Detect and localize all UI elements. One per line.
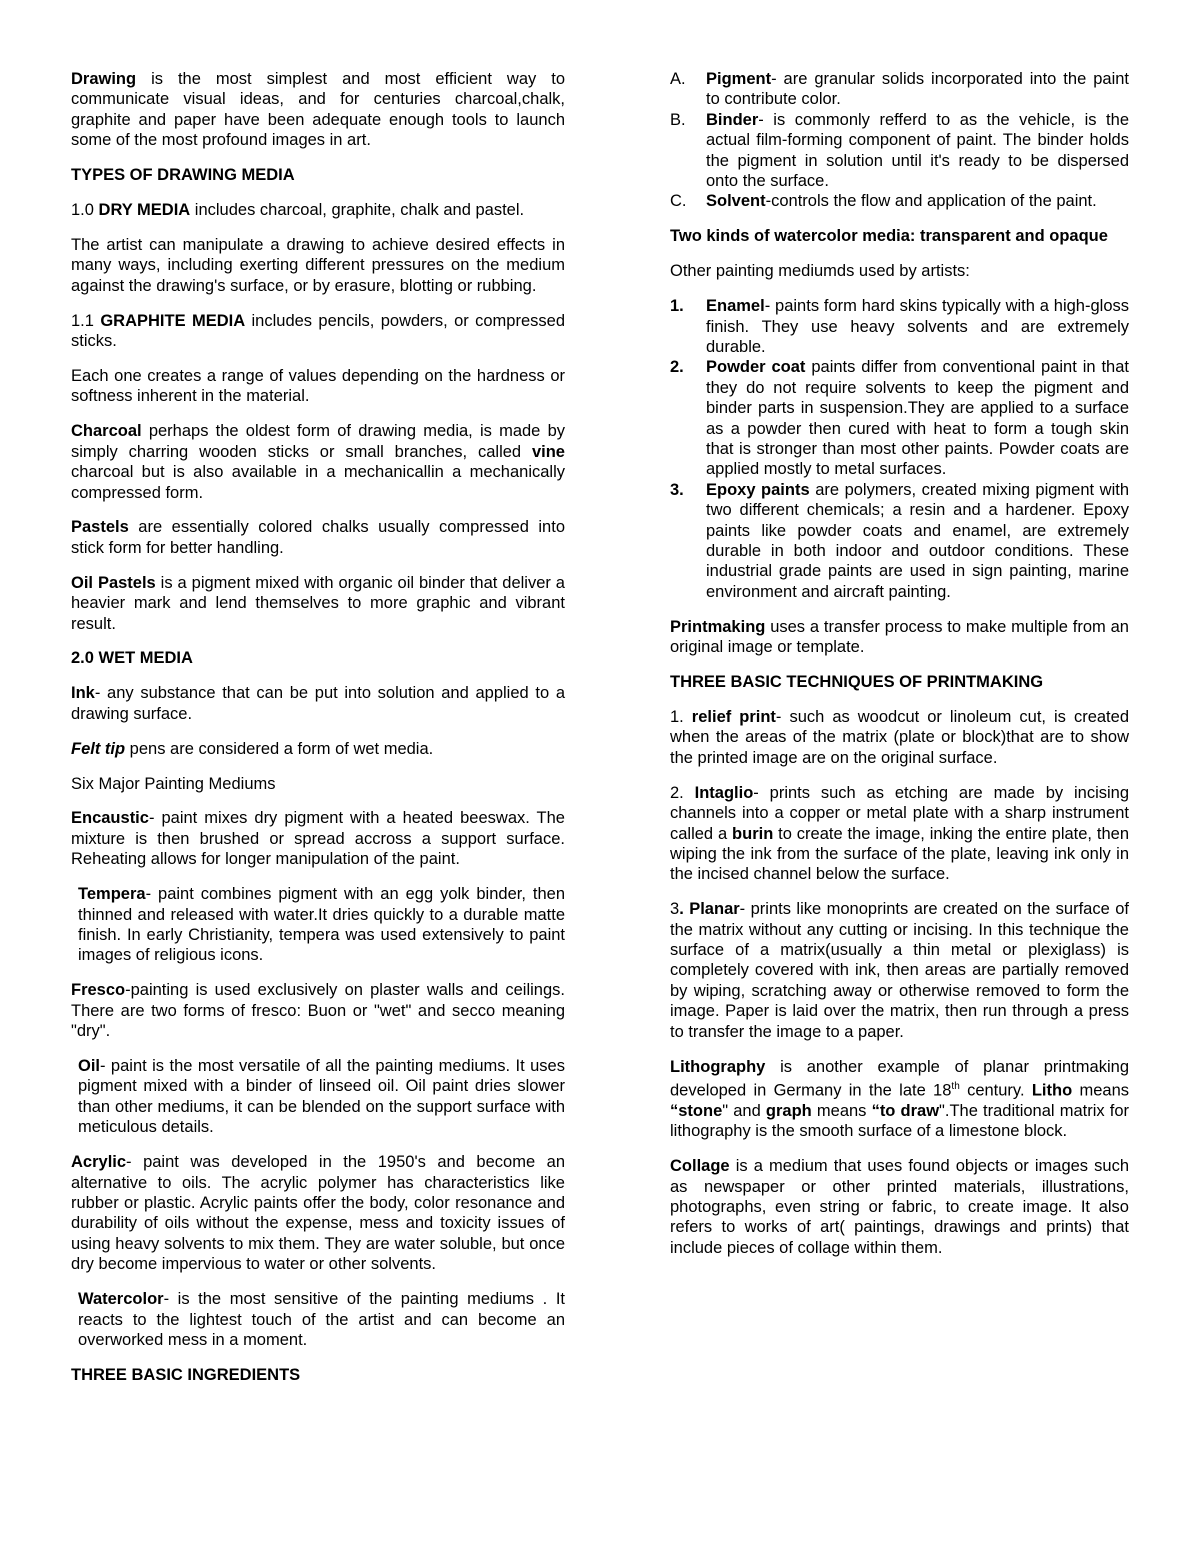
litho-text-3: means <box>1072 1081 1130 1100</box>
collage-text: is a medium that uses found objects or images such as newspaper or other printed materials, illustrations, photographs, even string or fabric, to create image. It also refers to works of art( paintings, drawings and prints) that include pieces of collage within them. <box>670 1157 1129 1257</box>
ink-term: Ink <box>71 684 95 703</box>
list-item <box>670 357 1129 479</box>
ingredients-heading: THREE BASIC INGREDIENTS <box>71 1365 301 1384</box>
drawing-paragraph <box>71 69 565 151</box>
ingredient-term: Binder <box>706 110 759 129</box>
to-draw-word: “to draw <box>871 1101 940 1120</box>
ingredient-text: -controls the flow and application of the paint. <box>765 192 1097 211</box>
intaglio-paragraph <box>670 783 1129 885</box>
list-item <box>670 69 1129 110</box>
ingredient-term: Pigment <box>706 70 772 88</box>
litho-text-5: means <box>811 1101 872 1120</box>
planar-text: - prints like monoprints are created on the surface of the matrix without any cutting or incising. In this technique the surface of a matrix(usually a thin metal or plexiglass) is completely covered with ink, then areas are partially removed by wiping, scratching away or otherwise removed to form the image. Paper is laid over the matrix, then run through a press to transfer the image to a paper. <box>670 900 1129 1041</box>
lithography-paragraph <box>670 1057 1129 1142</box>
ingredient-text: - is commonly refferd to as the vehicle, is the actual film-forming component of paint. The binder holds the pigment in solution until it's ready to be dispersed onto the surface. <box>706 110 1129 191</box>
right-column <box>670 69 1129 1273</box>
oil-pastels-paragraph <box>71 573 565 634</box>
other-mediums-intro: Other painting mediumds used by artists: <box>670 262 970 281</box>
relief-term: relief print <box>691 707 776 726</box>
list-marker: 3. <box>670 480 684 499</box>
pastels-paragraph <box>71 517 565 558</box>
watercolor-term: Watercolor <box>78 1290 164 1309</box>
charcoal-paragraph <box>71 421 565 503</box>
oil-text: - paint is the most versatile of all the painting mediums. It uses pigment mixed with a binder of linseed oil. Oil paint dries slower than other mediums, it can be blended on the support surface with meticulous details. <box>78 1057 565 1137</box>
watercolor-text: - is the most sensitive of the painting mediums . It reacts to the lightest touch of the artist and can become an overworked mess in a moment. <box>78 1290 565 1349</box>
ingredient-text: - are granular solids incorporated into the paint to contribute color. <box>706 70 1129 109</box>
watercolor-kinds-heading: Two kinds of watercolor media: transparent and opaque <box>670 227 1108 246</box>
felt-tip-text: pens are considered a form of wet media. <box>125 739 434 758</box>
drawing-text: is the most simplest and most efficient way to communicate visual ideas, and for centuries charcoal,chalk, graphite and paper have been adequate enough tools to launch some of the most profound images in art. <box>71 70 565 150</box>
list-item <box>670 191 1129 211</box>
acrylic-paragraph <box>71 1152 565 1274</box>
charcoal-text: perhaps the oldest form of drawing media, is made by simply charring wooden sticks or small branches, called <box>71 422 565 461</box>
planar-paragraph <box>670 899 1129 1042</box>
litho-sup: th <box>951 1080 960 1092</box>
medium-text: are polymers, created mixing pigment with two different chemicals; a resin and a hardener. Epoxy paints like powder coats and enamel, are extremely durable in both indoor and outdoor conditions. These industrial grade paints are used in sign painting, marine environment and aircraft painting. <box>706 480 1129 601</box>
dry-num: 1.0 <box>71 201 99 220</box>
graphite-paragraph <box>71 311 565 352</box>
wet-media-heading: 2.0 WET MEDIA <box>71 649 193 668</box>
left-column <box>71 69 565 1400</box>
manipulate-paragraph: The artist can manipulate a drawing to achieve desired effects in many ways, including exerting different pressures on the medium against the drawing's surface, or by erasure, blotting or rubbing. <box>71 235 565 295</box>
tempera-text: - paint combines pigment with an egg yolk binder, then thinned and released with water.It dries quickly to a durable matte finish. In early Christianity, tempera was used extensively to paint images of religious icons. <box>78 885 565 965</box>
medium-text: - paints form hard skins typically with a high-gloss finish. They use heavy solvents and are extremely durable. <box>706 297 1129 356</box>
medium-text: paints differ from conventional paint in that they do not require solvents to keep the pigment and binder parts in suspension.They are applied to a surface as a powder then cured with heat to form a tough skin that is stronger than most other paints. Powder coats are applied mostly to metal surfaces. <box>706 358 1129 479</box>
vine-term: vine <box>531 442 565 461</box>
list-item <box>670 110 1129 192</box>
list-marker: A. <box>670 70 686 88</box>
acrylic-text: - paint was developed in the 1950's and become an alternative to oils. The acrylic polymer has characteristics like rubber or plastic. Acrylic paints offer the body, color resonance and durability of oils without the expense, mess and toxicity issues of using heavy solvents to mix them. They are water soluble, but once dry become impervious to water or other solvents. <box>71 1153 565 1274</box>
graphite-num: 1.1 <box>71 311 101 330</box>
ink-text: - any substance that can be put into solution and applied to a drawing surface. <box>71 684 565 723</box>
printmaking-term: Printmaking <box>670 617 766 636</box>
ingredients-list <box>670 69 1129 212</box>
techniques-heading: THREE BASIC TECHNIQUES OF PRINTMAKING <box>670 673 1044 692</box>
litho-word: Litho <box>1031 1081 1073 1100</box>
planar-num: 3 <box>670 900 680 919</box>
dry-media-paragraph <box>71 200 565 220</box>
litho-text-6: ".The traditional matrix for lithography is the smooth surface of a limestone block. <box>670 1101 1130 1141</box>
planar-term: . Planar <box>679 900 740 919</box>
stone-word: “stone <box>670 1101 723 1120</box>
oil-pastels-term: Oil Pastels <box>71 573 156 592</box>
felt-tip-term: Felt tip <box>71 739 126 758</box>
list-item <box>670 480 1129 602</box>
pastels-text: are essentially colored chalks usually compressed into stick form for better handling. <box>71 518 565 557</box>
fresco-paragraph <box>71 980 565 1041</box>
dry-term: DRY MEDIA <box>98 201 191 220</box>
litho-text-2: century. <box>959 1081 1032 1100</box>
oil-paragraph <box>71 1056 565 1138</box>
printmaking-text: uses a transfer process to make multiple from an original image or template. <box>670 617 1129 657</box>
drawing-term: Drawing <box>71 70 137 88</box>
watercolor-paragraph <box>71 1289 565 1350</box>
dry-text: includes charcoal, graphite, chalk and pastel. <box>190 201 525 220</box>
acrylic-term: Acrylic <box>71 1153 127 1172</box>
list-marker: 1. <box>670 297 684 316</box>
litho-text: is another example of planar printmaking developed in Germany in the late 18 <box>670 1057 1129 1100</box>
encaustic-text: - paint mixes dry pigment with a heated beeswax. The mixture is then brushed or spread accross a support surface. Reheating allows for longer manipulation of the paint. <box>71 809 565 869</box>
list-marker: 2. <box>670 358 684 377</box>
litho-text-4: " and <box>722 1101 766 1120</box>
values-paragraph: Each one creates a range of values depending on the hardness or softness inherent in the material. <box>71 366 565 406</box>
intaglio-num: 2. <box>670 783 695 802</box>
relief-num: 1. <box>670 707 692 726</box>
collage-paragraph <box>670 1156 1129 1258</box>
charcoal-text-2: charcoal but is also available in a mechanicallin a mechanically compressed form. <box>71 463 565 502</box>
fresco-text: -painting is used exclusively on plaster walls and ceilings. There are two forms of fresco: Buon or "wet" and secco meaning "dry". <box>71 981 565 1041</box>
charcoal-term: Charcoal <box>71 422 142 441</box>
felt-tip-paragraph <box>71 739 565 759</box>
relief-text: - such as woodcut or linoleum cut, is created when the areas of the matrix (plate or block)that are to show the printed image are on the original surface. <box>670 707 1129 767</box>
lithography-term: Lithography <box>670 1057 766 1076</box>
medium-term: Powder coat <box>706 358 806 377</box>
printmaking-paragraph <box>670 617 1129 658</box>
collage-term: Collage <box>670 1157 730 1176</box>
tempera-paragraph <box>71 884 565 966</box>
ink-paragraph <box>71 683 565 724</box>
fresco-term: Fresco <box>71 981 126 1000</box>
encaustic-term: Encaustic <box>71 809 149 828</box>
list-item <box>670 296 1129 357</box>
graphite-text: includes pencils, powders, or compressed sticks. <box>71 311 566 351</box>
types-heading: TYPES OF DRAWING MEDIA <box>71 166 295 185</box>
pastels-term: Pastels <box>71 518 129 537</box>
intaglio-term: Intaglio <box>694 783 754 802</box>
encaustic-paragraph <box>71 808 565 869</box>
tempera-term: Tempera <box>78 885 146 904</box>
medium-term: Enamel <box>706 297 765 316</box>
graphite-term: GRAPHITE MEDIA <box>100 311 246 330</box>
list-marker: B. <box>670 110 686 129</box>
graph-word: graph <box>765 1101 812 1120</box>
intaglio-text: - prints such as etching are made by incising channels into a copper or metal plate with a sharp instrument called a <box>670 783 1129 843</box>
relief-paragraph <box>670 707 1129 768</box>
six-mediums-heading: Six Major Painting Mediums <box>71 774 276 793</box>
burin-term: burin <box>732 824 774 843</box>
oil-term: Oil <box>78 1057 101 1076</box>
list-marker: C. <box>670 192 687 211</box>
other-mediums-list <box>670 296 1129 602</box>
intaglio-text-2: to create the image, inking the entire plate, then wiping the ink from the surface of the plate, leaving ink only in the incised channel below the surface. <box>670 824 1129 884</box>
ingredient-term: Solvent <box>706 192 766 211</box>
medium-term: Epoxy paints <box>706 480 810 499</box>
oil-pastels-text: is a pigment mixed with organic oil binder that deliver a heavier mark and lend themselves to more graphic and vibrant result. <box>71 573 565 633</box>
